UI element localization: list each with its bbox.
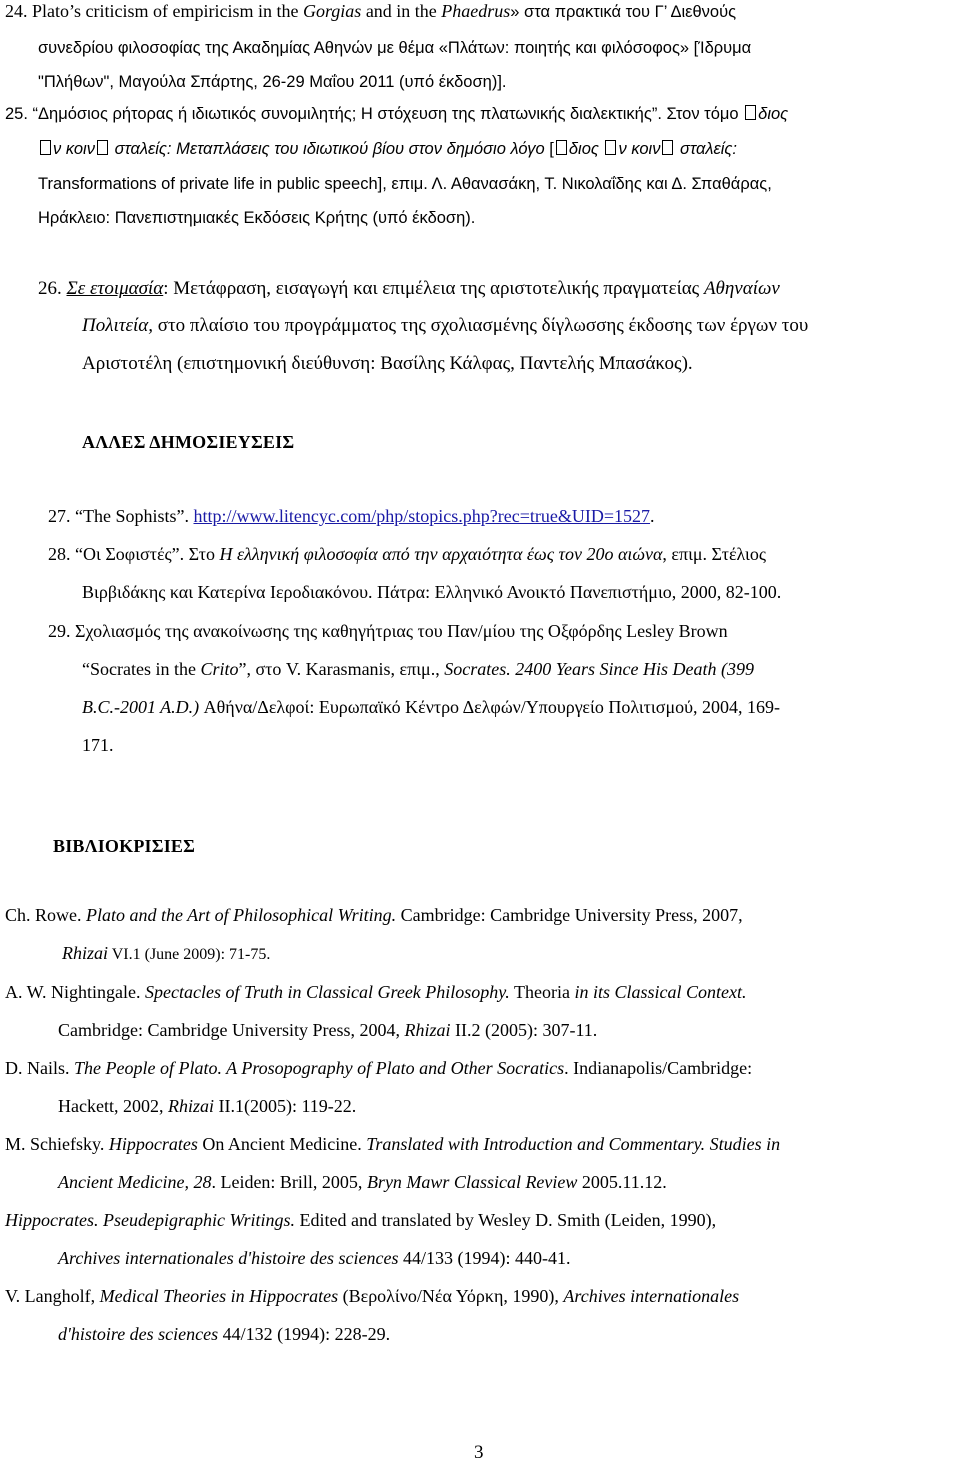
missing-glyph-icon (662, 140, 673, 155)
pub-24-text: Plato’s criticism of empiricism in the (32, 1, 303, 21)
review-text: Cambridge: Cambridge University Press, 2007, (396, 905, 743, 925)
pub-24-line-3: "Πλήθων", Μαγούλα Σπάρτης, 26-29 Μαΐου 2011 (υπό έκδοση)]. (38, 73, 507, 91)
pub-24-phaedrus: Phaedrus (441, 1, 511, 21)
pub-26-text: Πολιτεία, (82, 315, 154, 336)
pub-26-text: στο πλαίσιο του προγράμματος της σχολιασμένης δίγλωσσης έκδοσης των έργων του (153, 315, 809, 336)
review-title: Hippocrates (108, 1134, 198, 1154)
review-text: (Βερολίνο/Νέα Υόρκη, 1990), (338, 1286, 564, 1306)
pub-25-line-4: Ηράκλειο: Πανεπιστημιακές Εκδόσεις Κρήτης (υπό έκδοση). (38, 209, 476, 227)
pub-25-text: διος (758, 105, 789, 123)
review-journal: Archives internationales (563, 1286, 740, 1306)
review-text: Ch. Rowe. (5, 905, 86, 925)
pub-26-line-2 (82, 307, 808, 345)
other-28-line-2: Βιρβιδάκης και Κατερίνα Ιεροδιακόνου. Πάτρα: Ελληνικό Ανοικτό Πανεπιστήμιο, 2000, 82-100. (82, 582, 782, 602)
review-text: D. Nails. (5, 1058, 74, 1078)
review-text: Theoria (509, 982, 575, 1002)
other-28-text: “Οι Σοφιστές”. Στο (75, 544, 220, 564)
review-line (5, 1126, 780, 1162)
missing-glyph-icon (97, 140, 108, 155)
review-line (58, 1088, 356, 1124)
in-preparation-label: Σε ετοιμασία (66, 278, 164, 299)
review-title: Medical Theories in Hippocrates (99, 1286, 339, 1306)
other-29-line-2 (82, 651, 754, 687)
pub-25-line-1: 25. “Δημόσιος ρήτορας ή ιδιωτικός συνομιλητής; Η στόχευση της πλατωνικής διαλεκτικής”. Στον τόμο διος (5, 105, 789, 123)
other-29-line-1 (48, 613, 728, 649)
pub-number: 29. (48, 621, 71, 641)
pub-26-line-1 (38, 270, 780, 308)
page-number: 3 (474, 1442, 484, 1463)
other-27-text: . (650, 506, 655, 526)
review-title: Hippocrates. Pseudepigraphic Writings. (5, 1210, 295, 1230)
other-29-text: “Socrates in the (82, 659, 201, 679)
other-27-title: “The Sophists”. (75, 506, 189, 526)
pub-number: 26. (38, 278, 62, 299)
review-line (58, 1240, 570, 1276)
pub-24-line-2: συνεδρίου φιλοσοφίας της Ακαδημίας Αθηνών με θέμα «Πλάτων: ποιητής και φιλόσοφος» [Ίδρυμα (38, 39, 752, 57)
review-line (58, 1164, 667, 1200)
review-text: VI.1 (June 2009): 71-75. (108, 946, 271, 963)
review-journal: d'histoire des sciences (58, 1324, 219, 1344)
pub-25-line-3: Transformations of private life in public speech], επιμ. Λ. Αθανασάκη, Τ. Νικολαΐδης και Δ. Σπαθάρας, (38, 175, 772, 193)
missing-glyph-icon (556, 140, 567, 155)
pub-25-title: Δημόσιος ρήτορας ή ιδιωτικός συνομιλητής; Η στόχευση της πλατωνικής διαλεκτικής (38, 105, 652, 123)
review-journal: Rhizai (62, 943, 109, 963)
other-29-text: Σχολιασμός της ανακοίνωσης της καθηγήτριας του Παν/μίου της Οξφόρδης Lesley Brown (75, 621, 728, 641)
pub-26-text: Αθηναίων (703, 278, 780, 299)
pub-25-text: σταλείς: (675, 140, 737, 158)
pub-25-text: σταλείς: Μεταπλάσεις του ιδιωτικού βίου στον δημόσιο λόγο (109, 140, 545, 158)
other-28-book: Η ελληνική φιλοσοφία από την αρχαιότητα έως τον 20ο αιώνα (219, 544, 663, 564)
pub-number: 25. (5, 105, 28, 123)
pub-number: 28. (48, 544, 71, 564)
review-journal: Bryn Mawr Classical Review (366, 1172, 578, 1192)
section-heading-reviews: ΒΙΒΛΙΟΚΡΙΣΙΕΣ (53, 836, 196, 856)
review-line (62, 935, 270, 973)
review-line (5, 1050, 752, 1086)
review-line (5, 1278, 739, 1314)
review-title: The People of Plato. A Prosopography of Plato and Other Socratics (74, 1058, 565, 1078)
other-27 (48, 498, 655, 534)
review-title: Translated with Introduction and Commentary. Studies in (366, 1134, 781, 1154)
review-text: Edited and translated by Wesley D. Smith (Leiden, 1990), (294, 1210, 717, 1230)
review-title: Spectacles of Truth in Classical Greek Philosophy. (145, 982, 510, 1002)
review-title: Plato and the Art of Philosophical Writing. (86, 905, 397, 925)
other-28-line-1 (48, 536, 766, 572)
litencyc-link[interactable]: http://www.litencyc.com/php/stopics.php?rec=true&UID=1527 (193, 506, 651, 526)
review-text: 44/132 (1994): 228-29. (218, 1324, 391, 1344)
review-text: V. Langholf, (5, 1286, 100, 1306)
review-text: A. W. Nightingale. (5, 982, 145, 1002)
pub-25-text: ν κοιν (618, 140, 661, 158)
pub-25-text: . Στον τόμο (657, 105, 744, 123)
other-29-book: B.C.-2001 A.D.) (82, 697, 200, 717)
review-journal: Archives internationales d'histoire des sciences (58, 1248, 399, 1268)
other-29-line-4: 171. (82, 735, 114, 755)
review-text: . Indianapolis/Cambridge: (564, 1058, 753, 1078)
pub-25-text: ν κοιν (53, 140, 95, 158)
pub-26-line-3: Αριστοτέλη (επιστημονική διεύθυνση: Βασίλης Κάλφας, Παντελής Μπασάκος). (82, 353, 693, 374)
review-text: II.1(2005): 119-22. (213, 1096, 357, 1116)
pub-24-line-1 (5, 0, 736, 30)
other-29-text: Crito (200, 659, 239, 679)
review-journal: Rhizai (404, 1020, 451, 1040)
review-text: Cambridge: Cambridge University Press, 2004, (58, 1020, 405, 1040)
pub-25-line-2 (38, 131, 737, 167)
other-29-line-3 (82, 689, 780, 725)
section-heading-other: ΑΛΛΕΣ ΔΗΜΟΣΙΕΥΣΕΙΣ (82, 432, 295, 452)
missing-glyph-icon (745, 105, 756, 120)
review-text: 44/133 (1994): 440-41. (398, 1248, 571, 1268)
review-text: Hackett, 2002, (58, 1096, 168, 1116)
review-line (58, 1012, 597, 1048)
pub-24-gorgias: Gorgias (302, 1, 362, 21)
review-text: On Ancient Medicine. (197, 1134, 367, 1154)
pub-number: 24. (5, 1, 28, 21)
review-text: 2005.11.12. (577, 1172, 667, 1192)
pub-25-text: διος (568, 140, 604, 158)
pub-26-text: : Μετάφραση, εισαγωγή και επιμέλεια της αριστοτελικής πραγματείας (163, 278, 704, 299)
missing-glyph-icon (605, 140, 616, 155)
review-title: Ancient Medicine, 28 (58, 1172, 212, 1192)
other-29-text: Αθήνα/Δελφοί: Ευρωπαϊκό Κέντρο Δελφών/Υπουργείο Πολιτισμού, 2004, 169- (199, 697, 781, 717)
review-text: . Leiden: Brill, 2005, (211, 1172, 367, 1192)
review-text: M. Schiefsky. (5, 1134, 109, 1154)
other-28-text: , επιμ. Στέλιος (662, 544, 766, 564)
review-line (5, 974, 746, 1010)
other-29-text: ”, στο V. Karasmanis, επιμ., (238, 659, 445, 679)
review-text: II.2 (2005): 307-11. (450, 1020, 598, 1040)
review-line (5, 897, 743, 933)
review-journal: Rhizai (167, 1096, 214, 1116)
pub-24-text: » στα πρακτικά του Γ’ Διεθνούς (510, 3, 737, 21)
review-title: in its Classical Context. (574, 982, 747, 1002)
pub-number: 27. (48, 506, 71, 526)
pub-24-text: and in the (361, 1, 442, 21)
missing-glyph-icon (40, 140, 51, 155)
review-line (58, 1316, 390, 1352)
pub-25-text: [ (544, 140, 554, 158)
other-29-book: Socrates. 2400 Years Since His Death (399 (444, 659, 755, 679)
review-line (5, 1202, 716, 1238)
